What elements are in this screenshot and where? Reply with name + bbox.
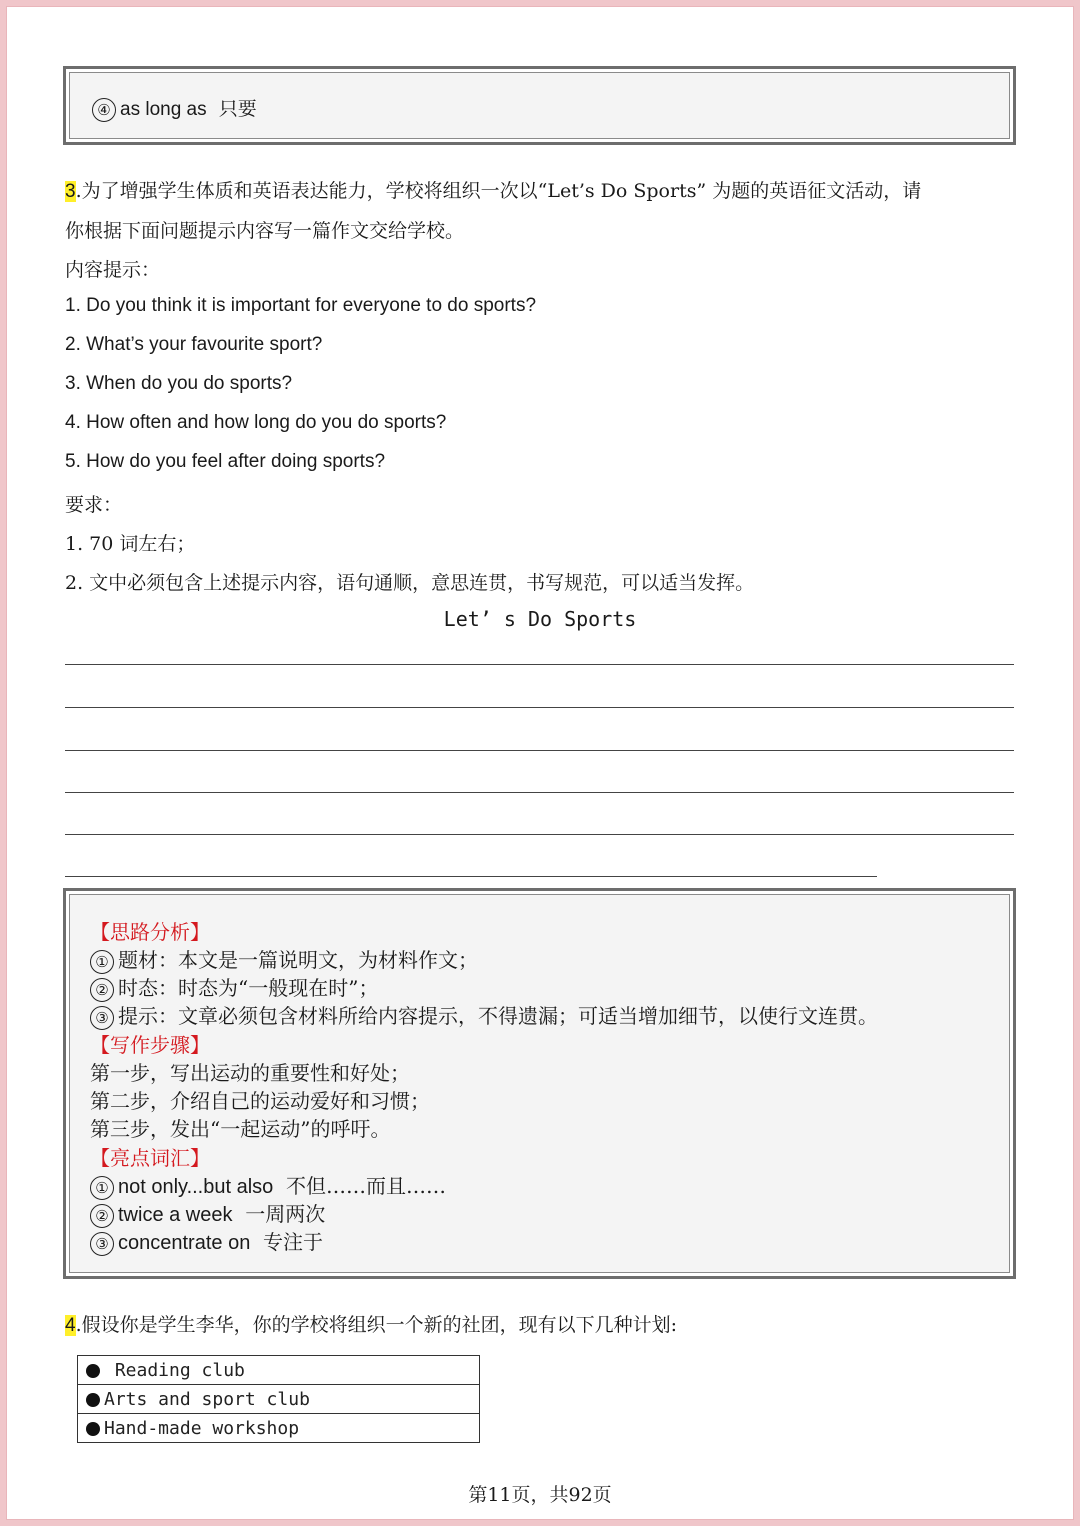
hint-item: 3. When do you do sports? (65, 373, 293, 394)
essay-title: Let’ s Do Sports (443, 607, 637, 631)
bullet-icon (86, 1364, 100, 1378)
vocab-zh: 一周两次 (245, 1202, 326, 1226)
vocab-en: not only...but also (118, 1176, 274, 1198)
club-table (77, 1355, 480, 1443)
writing-line (65, 707, 1014, 708)
phrase-zh: 只要 (218, 98, 257, 120)
vocab-en: twice a week (118, 1204, 233, 1226)
table-row (78, 1356, 480, 1385)
step-item: 第一步，写出运动的重要性和好处； (90, 1061, 410, 1085)
bullet-icon (86, 1393, 100, 1407)
club-name: Reading club (104, 1359, 245, 1381)
hint-item: 5. How do you feel after doing sports? (65, 451, 386, 472)
bullet-icon (86, 1422, 100, 1436)
circled-number: ③ (90, 1006, 114, 1030)
q3-prompt-line2: 你根据下面问题提示内容写一篇作文交给学校。 (65, 220, 465, 242)
table-cell (78, 1356, 480, 1385)
q4-text: .假设你是学生李华，你的学校将组织一个新的社团，现有以下几种计划: (75, 1314, 678, 1336)
hint-item: 1. Do you think it is important for everyone to do sports? (65, 295, 537, 316)
vocab-zh: 专注于 (263, 1230, 324, 1254)
writing-line (65, 834, 1014, 835)
q3-number: 3 (65, 181, 76, 202)
analysis-heading: 【思路分析】 (90, 920, 210, 944)
step-item: 第二步，介绍自己的运动爱好和习惯； (90, 1089, 430, 1113)
analysis-point-text: 提示：文章必须包含材料所给内容提示，不得遗漏；可适当增加细节，以使行文连贯。 (118, 1004, 878, 1028)
circled-number: ② (90, 978, 114, 1002)
hint-heading: 内容提示： (65, 259, 161, 281)
req-item: 1. 70 词左右； (65, 533, 196, 555)
phrase-en: as long as (120, 99, 207, 120)
q3-text1: .为了增强学生体质和英语表达能力，学校将组织一次以“Let’s Do Sports” 为题的英语征文活动，请 (75, 180, 922, 202)
circled-number: ② (90, 1204, 114, 1228)
writing-line (65, 750, 1014, 751)
vocab-item (90, 1198, 325, 1228)
req-heading: 要求： (65, 494, 123, 516)
vocab-item (90, 1226, 323, 1256)
vocab-zh: 不但……而且…… (286, 1174, 447, 1198)
phrase-line (92, 94, 257, 122)
phrase-box (63, 66, 1016, 145)
q3-prompt-line1 (65, 176, 921, 203)
circled-number: ③ (90, 1232, 114, 1256)
circled-number: ① (90, 950, 114, 974)
club-name: Hand-made workshop (104, 1417, 300, 1439)
vocab-en: concentrate on (118, 1232, 251, 1254)
q4-prompt (65, 1310, 677, 1337)
analysis-point-text: 题材：本文是一篇说明文，为材料作文； (118, 948, 478, 972)
analysis-point (90, 944, 478, 974)
table-cell (78, 1385, 480, 1414)
req-item: 2. 文中必须包含上述提示内容，语句通顺，意思连贯，书写规范，可以适当发挥。 (65, 572, 755, 594)
table-row (78, 1414, 480, 1443)
circled-number: ① (90, 1176, 114, 1200)
table-cell (78, 1414, 480, 1443)
page-footer: 第11页，共92页 (468, 1484, 612, 1506)
table-row (78, 1385, 480, 1414)
analysis-point (90, 972, 378, 1002)
circled-number: ④ (92, 98, 116, 122)
club-name: Arts and sport club (104, 1388, 310, 1410)
q4-number: 4 (65, 1315, 76, 1336)
step-item: 第三步，发出“一起运动”的呼吁。 (90, 1117, 391, 1141)
writing-line (65, 876, 877, 877)
vocab-heading: 【亮点词汇】 (90, 1146, 210, 1170)
analysis-point (90, 1000, 878, 1030)
steps-heading: 【写作步骤】 (90, 1033, 210, 1057)
writing-line (65, 664, 1014, 665)
vocab-item (90, 1170, 446, 1200)
analysis-point-text: 时态：时态为“一般现在时”； (118, 976, 379, 1000)
writing-line (65, 792, 1014, 793)
hint-item: 2. What’s your favourite sport? (65, 334, 323, 355)
hint-item: 4. How often and how long do you do sports? (65, 412, 447, 433)
